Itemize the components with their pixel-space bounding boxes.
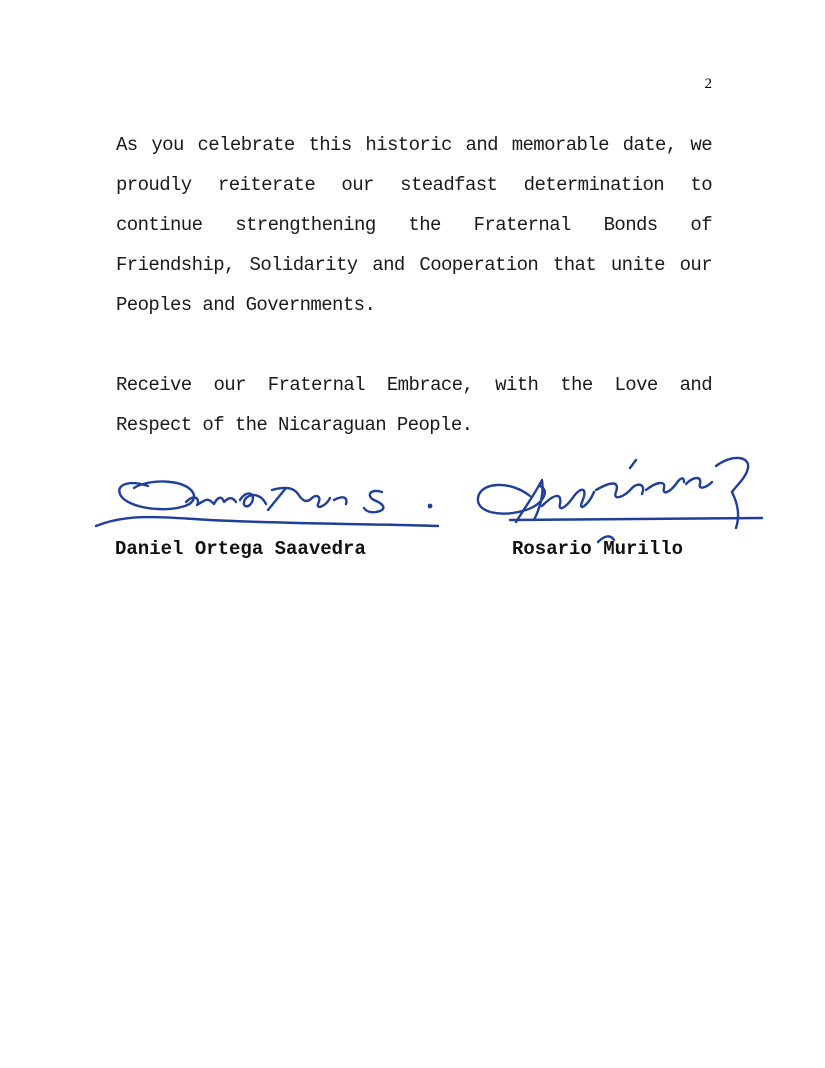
signer-name-murillo: Rosario Murillo: [512, 538, 684, 560]
signer-name-ortega: Daniel Ortega Saavedra: [115, 538, 366, 560]
page-number: 2: [704, 76, 712, 92]
body-paragraph: Receive our Fraternal Embrace, with the Love and Respect of the Nicaraguan People.: [116, 374, 712, 436]
signature-ortega: [90, 466, 450, 536]
body-paragraph: As you celebrate this historic and memorable date, we proudly reiterate our steadfast determination to continue strengthening the Fraternal Bonds of Friendship, Solidarity and Cooperation that unite our Peoples and Governments.: [116, 134, 712, 316]
